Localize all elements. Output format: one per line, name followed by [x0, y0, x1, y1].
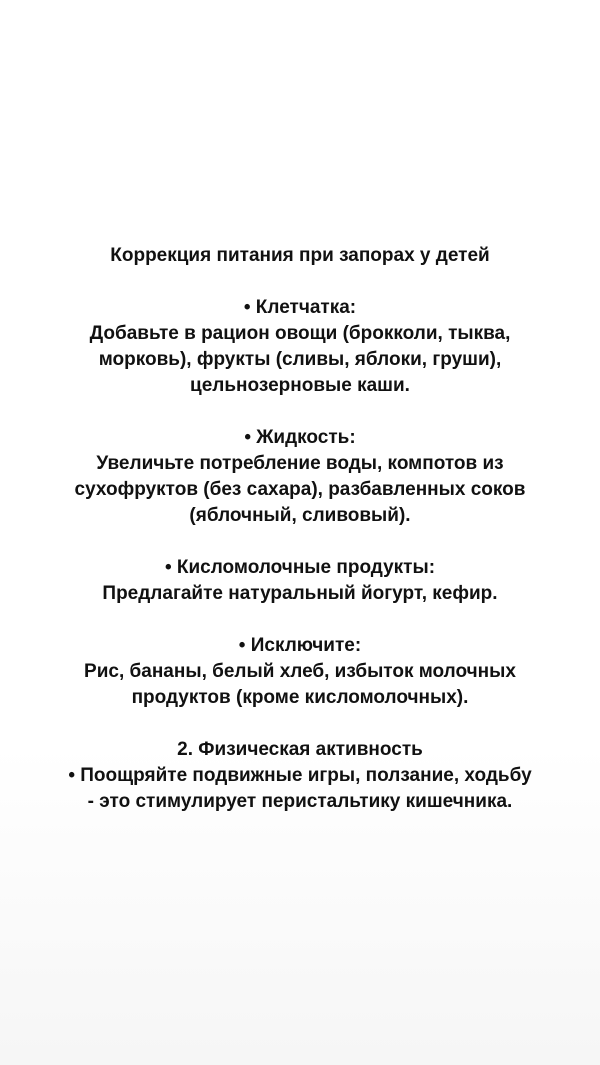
fluid-text-line: (яблочный, сливовый).	[189, 505, 411, 526]
dairy-text-line: Предлагайте натуральный йогурт, кефир.	[102, 583, 498, 604]
section-heading-activity: 2. Физическая активность	[177, 739, 423, 760]
spacer	[0, 607, 600, 633]
spacer	[0, 711, 600, 737]
spacer	[0, 399, 600, 425]
fiber-text-line: Добавьте в рацион овощи (брокколи, тыква,	[89, 323, 511, 344]
section-heading-fiber: • Клетчатка:	[243, 297, 357, 318]
activity-text-line: - это стимулирует перистальтику кишечника.	[87, 791, 513, 812]
fluid-text-line: Увеличьте потребление воды, компотов из	[96, 453, 504, 474]
spacer	[0, 529, 600, 555]
fiber-text-line: цельнозерновые каши.	[190, 375, 410, 396]
section-heading-exclude: • Исключите:	[238, 635, 362, 656]
fluid-text-line: сухофруктов (без сахара), разбавленных соков	[74, 479, 526, 500]
story-title: Коррекция питания при запорах у детей	[110, 245, 490, 266]
exclude-text-line: продуктов (кроме кисломолочных).	[131, 687, 469, 708]
exclude-text-line: Рис, бананы, белый хлеб, избыток молочных	[84, 661, 516, 682]
fiber-text-line: морковь), фрукты (сливы, яблоки, груши),	[98, 349, 502, 370]
section-heading-fluid: • Жидкость:	[244, 427, 356, 448]
spacer	[0, 269, 600, 295]
activity-text-line: • Поощряйте подвижные игры, ползание, ходьбу	[68, 765, 532, 786]
story-text-block	[0, 243, 600, 815]
section-heading-dairy: • Кисломолочные продукты:	[164, 557, 436, 578]
